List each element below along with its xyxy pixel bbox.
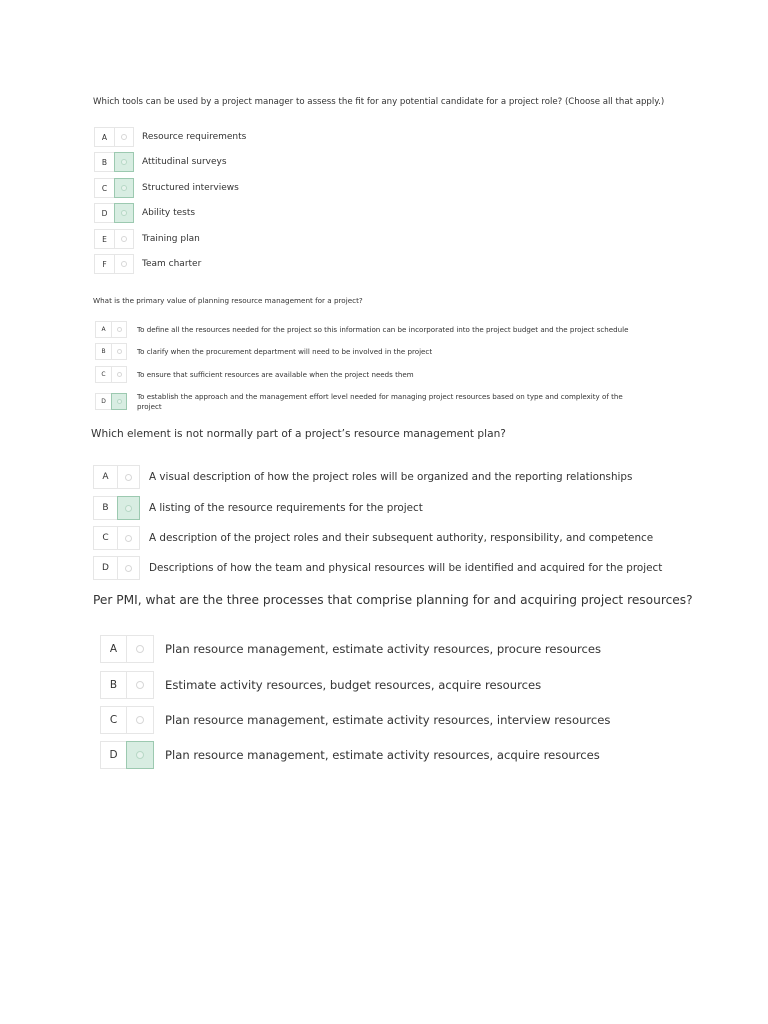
option-letter: A — [95, 321, 111, 338]
option-letter: B — [94, 152, 114, 172]
option-text: To establish the approach and the management effort level needed for managing project resources based on type and complexity of the project — [137, 391, 623, 411]
option-select-box[interactable] — [114, 203, 134, 223]
q1-option-e[interactable] — [94, 229, 200, 249]
option-select-box[interactable] — [111, 393, 127, 410]
radio-circle-icon — [121, 159, 127, 165]
option-text: Plan resource management, estimate activity resources, acquire resources — [165, 748, 600, 762]
option-text: A description of the project roles and their subsequent authority, responsibility, and competence — [149, 532, 654, 544]
radio-circle-icon — [136, 681, 144, 689]
option-letter: C — [93, 526, 117, 550]
question-3-text: Which element is not normally part of a project’s resource management plan? — [91, 428, 506, 440]
option-select-box[interactable] — [126, 635, 154, 663]
q3-option-b[interactable] — [93, 496, 423, 520]
option-select-box[interactable] — [126, 706, 154, 734]
radio-circle-icon — [117, 327, 122, 332]
q1-option-a[interactable] — [94, 127, 246, 147]
option-select-box[interactable] — [114, 229, 134, 249]
option-letter: A — [93, 465, 117, 489]
option-text: Plan resource management, estimate activity resources, interview resources — [165, 713, 611, 727]
option-text: Training plan — [142, 234, 200, 244]
radio-circle-icon — [125, 565, 132, 572]
option-select-box[interactable] — [114, 152, 134, 172]
option-select-box[interactable] — [117, 556, 140, 580]
option-text: Descriptions of how the team and physical resources will be identified and acquired for the project — [149, 562, 663, 574]
option-text: Ability tests — [142, 208, 196, 218]
radio-circle-icon — [117, 349, 122, 354]
option-select-box[interactable] — [111, 321, 127, 338]
option-text: To define all the resources needed for the project so this information can be incorporated into the project budget and the project schedule — [137, 325, 629, 334]
q2-option-a[interactable] — [95, 321, 629, 338]
q3-option-d[interactable] — [93, 556, 662, 580]
option-text: Attitudinal surveys — [142, 157, 227, 167]
option-select-box[interactable] — [117, 496, 140, 520]
radio-circle-icon — [117, 372, 122, 377]
option-text: To clarify when the procurement department will need to be involved in the project — [137, 347, 433, 356]
option-select-box[interactable] — [114, 254, 134, 274]
q1-option-f[interactable] — [94, 254, 201, 274]
option-letter: C — [95, 366, 111, 383]
radio-circle-icon — [125, 505, 132, 512]
q3-option-c[interactable] — [93, 526, 653, 550]
q1-option-b[interactable] — [94, 152, 227, 172]
q4-option-a[interactable] — [100, 635, 601, 663]
option-select-box[interactable] — [117, 465, 140, 489]
option-letter: C — [100, 706, 126, 734]
radio-circle-icon — [121, 134, 127, 140]
option-select-box[interactable] — [126, 741, 154, 769]
radio-circle-icon — [117, 399, 122, 404]
option-select-box[interactable] — [117, 526, 140, 550]
option-letter: B — [95, 343, 111, 360]
q2-option-b[interactable] — [95, 343, 432, 360]
radio-circle-icon — [136, 645, 144, 653]
option-letter: D — [100, 741, 126, 769]
option-select-box[interactable] — [111, 366, 127, 383]
option-text: A visual description of how the project roles will be organized and the reporting relationships — [149, 471, 633, 483]
question-4-text: Per PMI, what are the three processes that comprise planning for and acquiring project resources? — [93, 593, 693, 607]
option-select-box[interactable] — [114, 178, 134, 198]
option-select-box[interactable] — [111, 343, 127, 360]
radio-circle-icon — [125, 474, 132, 481]
option-letter: B — [93, 496, 117, 520]
q4-option-b[interactable] — [100, 671, 541, 699]
question-2-text: What is the primary value of planning resource management for a project? — [93, 296, 363, 305]
q3-option-a[interactable] — [93, 465, 632, 489]
option-letter: C — [94, 178, 114, 198]
option-text: Estimate activity resources, budget resources, acquire resources — [165, 678, 542, 692]
option-text: To ensure that sufficient resources are available when the project needs them — [137, 370, 414, 379]
question-1-text: Which tools can be used by a project manager to assess the fit for any potential candidate for a project role? (Choose all that apply.) — [93, 97, 665, 107]
q1-option-d[interactable] — [94, 203, 195, 223]
option-text: A listing of the resource requirements for the project — [149, 502, 423, 514]
q4-option-c[interactable] — [100, 706, 610, 734]
option-text: Plan resource management, estimate activity resources, procure resources — [165, 642, 602, 656]
radio-circle-icon — [136, 751, 144, 759]
radio-circle-icon — [121, 236, 127, 242]
option-select-box[interactable] — [126, 671, 154, 699]
option-letter: B — [100, 671, 126, 699]
option-letter: A — [100, 635, 126, 663]
option-letter: D — [93, 556, 117, 580]
option-letter: D — [95, 393, 111, 410]
option-letter: A — [94, 127, 114, 147]
radio-circle-icon — [136, 716, 144, 724]
option-text: Resource requirements — [142, 132, 247, 142]
radio-circle-icon — [121, 261, 127, 267]
option-text: Structured interviews — [142, 183, 239, 193]
q4-option-d[interactable] — [100, 741, 600, 769]
radio-circle-icon — [121, 210, 127, 216]
option-text: Team charter — [142, 259, 202, 269]
option-letter: D — [94, 203, 114, 223]
radio-circle-icon — [121, 185, 127, 191]
q1-option-c[interactable] — [94, 178, 239, 198]
q2-option-c[interactable] — [95, 366, 414, 383]
q2-option-d[interactable] — [95, 393, 647, 410]
option-letter: F — [94, 254, 114, 274]
radio-circle-icon — [125, 535, 132, 542]
option-letter: E — [94, 229, 114, 249]
option-select-box[interactable] — [114, 127, 134, 147]
